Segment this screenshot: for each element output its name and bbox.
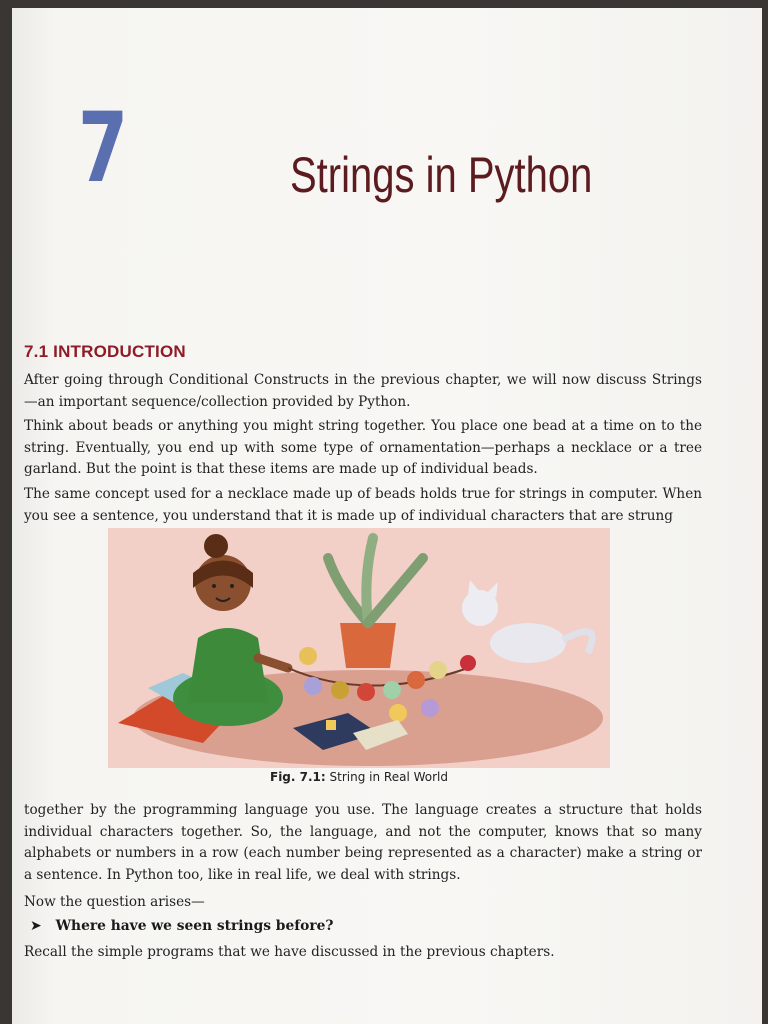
figure-label: Fig. 7.1: (270, 770, 326, 784)
woman-figure-icon (173, 534, 288, 726)
book-page (12, 8, 762, 1024)
bullet-item (30, 918, 334, 934)
paragraph-language: together by the programming language you use. The language creates a structure that holds individual characters together. So, the language, and not the computer, knows that so many alphabets or numbers in a row (each number being represented as a character) make a string or a sentence. In Python too, like in real life, we deal with strings. (24, 802, 702, 883)
cat-icon (460, 580, 592, 671)
bullet-text: Where have we seen strings before? (55, 918, 334, 934)
paragraph-beads: Think about beads or anything you might string together. You place one bead at a time on to the string. Eventually, you end up with some type of ornamentation—perhaps a necklace or a tree garland. But the point is that these items are made up of individual beads. (24, 418, 702, 477)
paragraph-recall: Recall the simple programs that we have discussed in the previous chapters. (24, 944, 555, 960)
string-illustration (108, 528, 610, 768)
arrow-bullet-icon: ➤ (30, 918, 42, 934)
paragraph-question: Now the question arises— (24, 894, 205, 910)
chapter-number: 7 (78, 92, 129, 204)
potted-plant-icon (328, 538, 423, 668)
paragraph-concept: The same concept used for a necklace made up of beads holds true for strings in computer. When you see a sentence, you understand that it is made up of individual characters that are strung (24, 486, 702, 524)
figure-caption-text: String in Real World (329, 770, 448, 784)
paragraph-intro: After going through Conditional Constructs in the previous chapter, we will now discuss Strings —an important sequence/collection provided by Python. (24, 372, 702, 410)
figure-illustration (108, 528, 610, 768)
section-heading: 7.1 INTRODUCTION (24, 342, 186, 361)
chapter-title: Strings in Python (290, 147, 593, 203)
figure-caption (108, 770, 610, 784)
